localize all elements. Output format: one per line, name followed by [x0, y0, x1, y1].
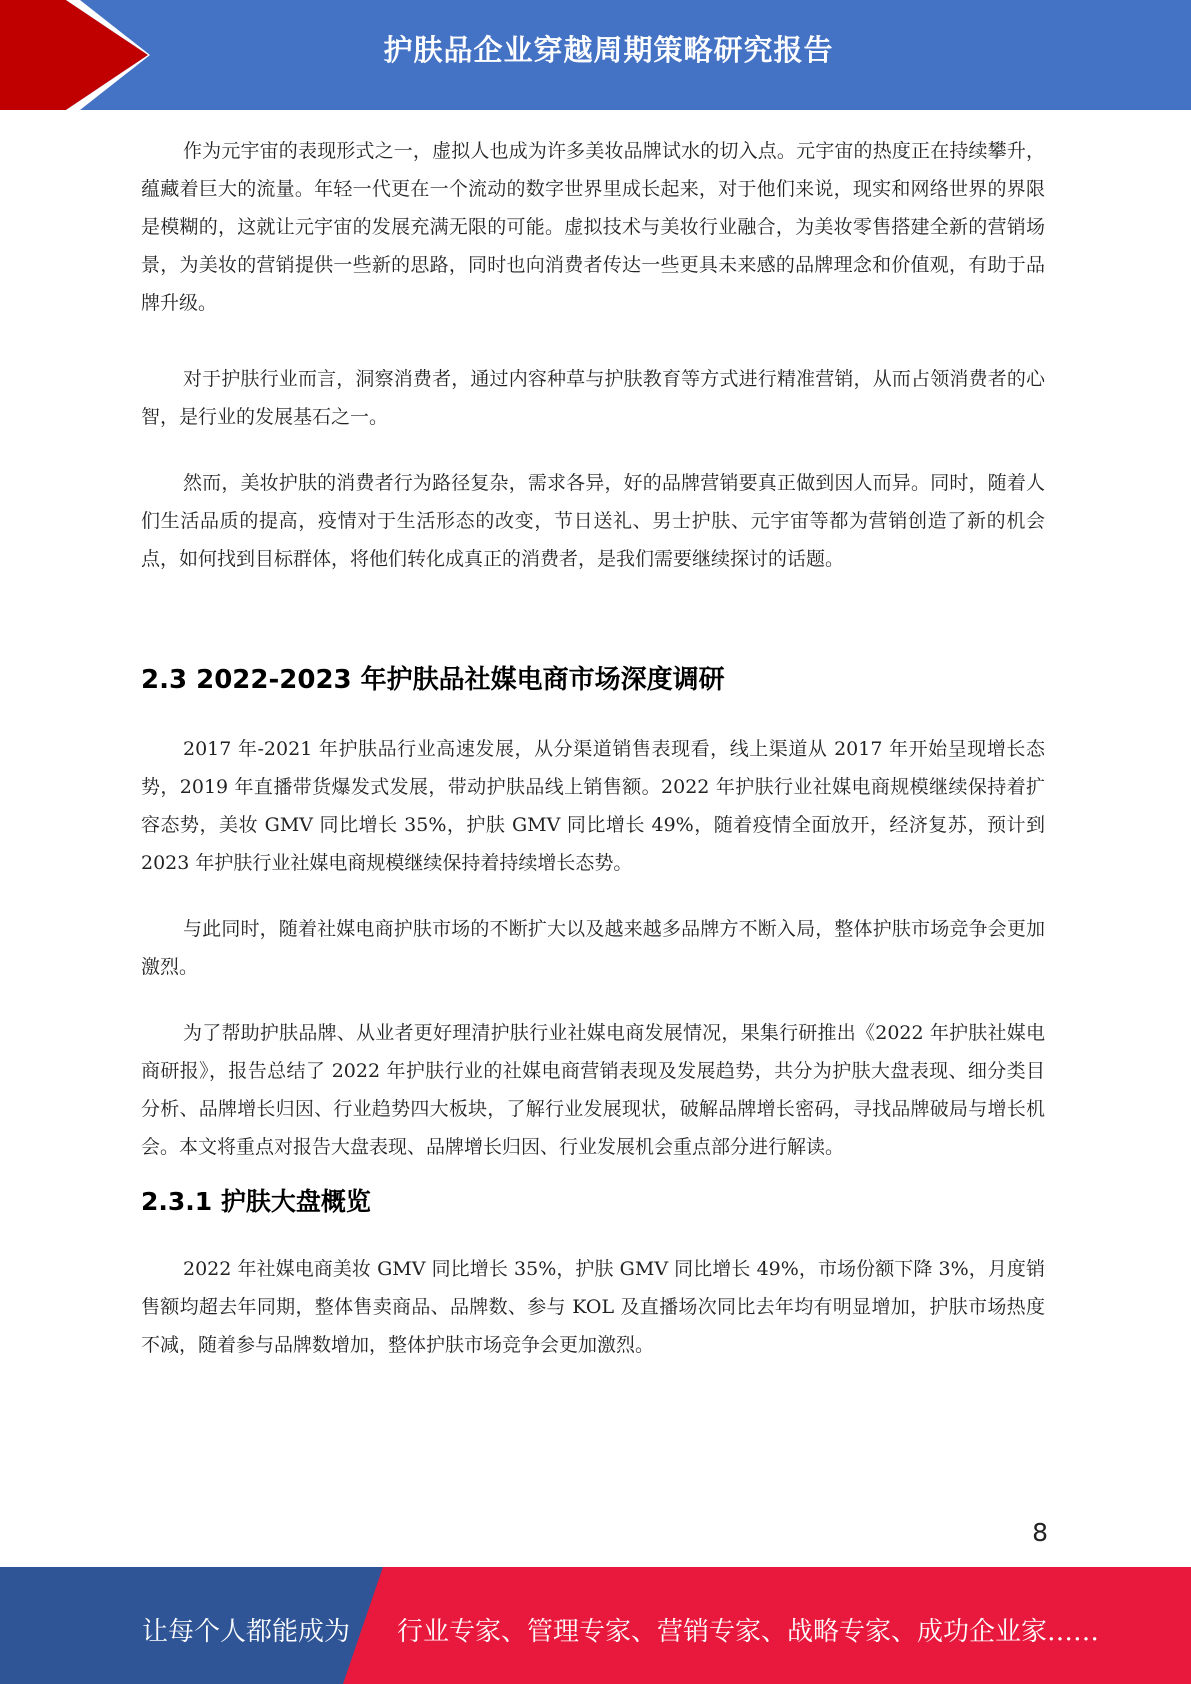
- page-body: [141, 132, 1045, 1364]
- footer-slogan-left: 让每个人都能成为: [142, 1617, 351, 1647]
- page-number: 8: [1032, 1518, 1048, 1547]
- body-paragraph: 与此同时，随着社媒电商护肤市场的不断扩大以及越来越多品牌方不断入局，整体护肤市场竞争会更加激烈。: [141, 918, 1045, 978]
- footer-slogan-right: 行业专家、管理专家、营销专家、战略专家、成功企业家……: [397, 1617, 1100, 1647]
- body-paragraph: 为了帮助护肤品牌、从业者更好理清护肤行业社媒电商发展情况，果集行研推出《2022 年护肤社媒电商研报》，报告总结了 2022 年护肤行业的社媒电商营销表现及发展趋势，共分为护肤大盘表现、细分类目分析、品牌增长归因、行业趋势四大板块，了解行业发展现状，破解品牌增长密码，寻找品牌破局与增长机会。本文将重点对报告大盘表现、品牌增长归因、行业发展机会重点部分进行解读。: [141, 1022, 1045, 1158]
- body-paragraph: 对于护肤行业而言，洞察消费者，通过内容种草与护肤教育等方式进行精准营销，从而占领消费者的心智，是行业的发展基石之一。: [141, 368, 1045, 428]
- section-heading-2-3: 2.3 2022-2023 年护肤品社媒电商市场深度调研: [141, 665, 725, 695]
- body-paragraph: 2017 年-2021 年护肤品行业高速发展，从分渠道销售表现看，线上渠道从 2017 年开始呈现增长态势，2019 年直播带货爆发式发展，带动护肤品线上销售额。2022 年护肤行业社媒电商规模继续保持着扩容态势，美妆 GMV 同比增长 35%，护肤 GMV 同比增长 49%，随着疫情全面放开，经济复苏，预计到 2023 年护肤行业社媒电商规模继续保持着持续增长态势。: [141, 738, 1045, 874]
- body-paragraph: 然而，美妆护肤的消费者行为路径复杂，需求各异，好的品牌营销要真正做到因人而异。同时，随着人们生活品质的提高，疫情对于生活形态的改变，节日送礼、男士护肤、元宇宙等都为营销创造了新的机会点，如何找到目标群体，将他们转化成真正的消费者，是我们需要继续探讨的话题。: [141, 472, 1045, 570]
- page-footer: [0, 1567, 1191, 1684]
- report-title: 护肤品企业穿越周期策略研究报告: [383, 33, 834, 67]
- page-header: [0, 0, 1191, 110]
- body-paragraph: 2022 年社媒电商美妆 GMV 同比增长 35%，护肤 GMV 同比增长 49%，市场份额下降 3%，月度销售额均超去年同期，整体售卖商品、品牌数、参与 KOL 及直播场次同比去年均有明显增加，护肤市场热度不减，随着参与品牌数增加，整体护肤市场竞争会更加激烈。: [141, 1258, 1045, 1356]
- body-paragraph: 作为元宇宙的表现形式之一，虚拟人也成为许多美妆品牌试水的切入点。元宇宙的热度正在持续攀升，蕴藏着巨大的流量。年轻一代更在一个流动的数字世界里成长起来，对于他们来说，现实和网络世界的界限是模糊的，这就让元宇宙的发展充满无限的可能。虚拟技术与美妆行业融合，为美妆零售搭建全新的营销场景，为美妆的营销提供一些新的思路，同时也向消费者传达一些更具未来感的品牌理念和价值观，有助于品牌升级。: [141, 140, 1045, 314]
- section-heading-2-3-1: 2.3.1 护肤大盘概览: [141, 1187, 371, 1216]
